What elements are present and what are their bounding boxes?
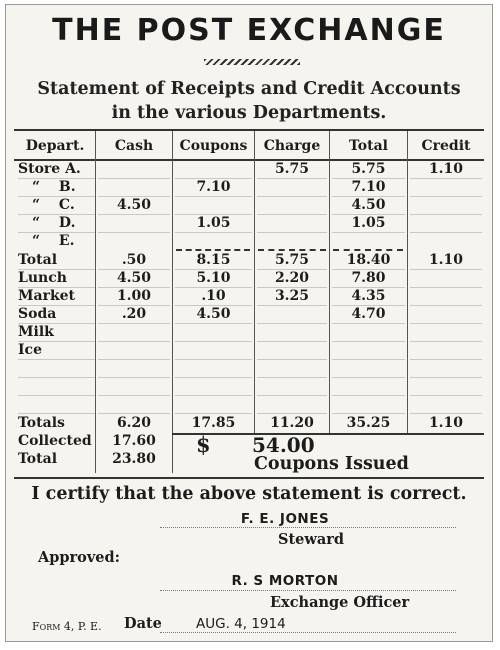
row-rule <box>175 395 252 396</box>
row-rule <box>257 377 327 378</box>
subtitle-line-1: Statement of Receipts and Credit Accounts <box>37 79 461 99</box>
row-rule <box>98 359 170 360</box>
table-bottom-rule <box>14 477 484 479</box>
officer-signature-line <box>160 590 456 591</box>
cell-coupons: 5.10 <box>196 270 231 286</box>
cell-cash: 4.50 <box>116 197 152 213</box>
row-rule <box>98 323 170 324</box>
cell-coupons: 1.05 <box>196 215 231 231</box>
row-rule <box>410 269 482 270</box>
cell-cash: .20 <box>121 306 147 322</box>
certify-statement: I certify that the above statement is correct. <box>31 484 467 504</box>
collected-cash: 17.60 <box>112 433 156 449</box>
currency-symbol: $ <box>196 432 211 457</box>
title-ornament <box>204 59 300 65</box>
row-rule <box>410 359 482 360</box>
steward-signature: F. E. JONES <box>240 511 330 527</box>
row-label: “ E. <box>32 233 75 249</box>
row-rule <box>410 377 482 378</box>
row-label: Ice <box>18 342 42 358</box>
row-label: “ B. <box>32 179 76 195</box>
table-top-rule <box>14 129 484 131</box>
row-rule <box>98 341 170 342</box>
row-rule <box>410 214 482 215</box>
row-rule <box>257 395 327 396</box>
coupons-issued-amount: 54.00 <box>252 433 315 457</box>
cell-charge: 2.20 <box>274 270 310 286</box>
cell-total: 4.50 <box>351 197 386 213</box>
cell-cash: .50 <box>121 252 147 268</box>
row-rule <box>18 377 95 378</box>
row-label: Soda <box>18 306 57 322</box>
row-rule <box>332 341 405 342</box>
cell-total: 7.80 <box>351 270 386 286</box>
officer-title: Exchange Officer <box>270 594 410 611</box>
row-rule <box>257 178 327 179</box>
coupons-issued-label: Coupons Issued <box>254 454 409 474</box>
steward-title: Steward <box>278 531 345 548</box>
row-rule <box>332 359 405 360</box>
row-rule <box>175 196 252 197</box>
date-value: AUG. 4, 1914 <box>196 616 286 632</box>
approved-label: Approved: <box>38 549 120 566</box>
row-label: “ C. <box>32 197 75 213</box>
row-rule <box>410 341 482 342</box>
row-rule <box>410 196 482 197</box>
totals-credit: 1.10 <box>428 415 464 431</box>
totals-rule <box>172 433 484 435</box>
cell-total: 7.10 <box>351 179 386 195</box>
totals-label: Totals <box>18 415 65 431</box>
totals-charge: 11.20 <box>270 415 314 431</box>
row-rule <box>257 214 327 215</box>
row-rule <box>332 232 405 233</box>
grand-total-label: Total <box>18 451 58 467</box>
header-cash: Cash <box>114 138 154 154</box>
form-number: Form 4, P. E. <box>32 620 102 633</box>
row-rule <box>257 305 327 306</box>
row-rule <box>410 232 482 233</box>
cell-charge: 5.75 <box>274 161 310 177</box>
cell-total: 1.05 <box>351 215 386 231</box>
row-rule <box>18 395 95 396</box>
row-rule <box>257 323 327 324</box>
cell-total: 4.35 <box>351 288 386 304</box>
row-rule <box>332 323 405 324</box>
totals-coupons: 17.85 <box>191 415 236 431</box>
date-label: Date <box>124 615 162 632</box>
row-rule <box>175 377 252 378</box>
row-rule <box>98 377 170 378</box>
collected-label: Collected <box>18 433 92 449</box>
row-rule <box>332 377 405 378</box>
totals-total: 35.25 <box>346 415 391 431</box>
row-rule <box>410 178 482 179</box>
row-label: Total <box>18 252 58 268</box>
header-total: Total <box>348 138 388 154</box>
cell-cash: 4.50 <box>116 270 152 286</box>
row-rule <box>175 323 252 324</box>
form-title: THE POST EXCHANGE <box>52 13 446 48</box>
cell-coupons: 8.15 <box>196 252 231 268</box>
cell-charge: 3.25 <box>274 288 310 304</box>
cell-total: 18.40 <box>346 252 391 268</box>
cell-credit: 1.10 <box>428 252 464 268</box>
grand-total-cash: 23.80 <box>112 451 156 467</box>
cell-total: 5.75 <box>351 161 386 177</box>
cell-credit: 1.10 <box>428 161 464 177</box>
row-rule <box>175 341 252 342</box>
row-rule <box>175 232 252 233</box>
row-rule <box>257 341 327 342</box>
date-line <box>160 632 456 633</box>
row-label: Store A. <box>18 161 81 177</box>
row-rule <box>410 287 482 288</box>
row-rule <box>257 232 327 233</box>
officer-signature: R. S MORTON <box>231 573 339 589</box>
row-label: Milk <box>18 324 54 340</box>
cell-coupons: 4.50 <box>196 306 231 322</box>
row-rule <box>410 305 482 306</box>
row-label: “ D. <box>32 215 76 231</box>
header-depart: Depart. <box>25 138 85 154</box>
row-rule <box>175 359 252 360</box>
row-label: Market <box>18 288 76 304</box>
cell-total: 4.70 <box>351 306 386 322</box>
cell-coupons: .10 <box>201 288 226 304</box>
header-credit: Credit <box>421 138 471 154</box>
cell-charge: 5.75 <box>274 252 310 268</box>
totals-cash: 6.20 <box>116 415 152 431</box>
row-rule <box>410 323 482 324</box>
subtitle-line-2: in the various Departments. <box>111 103 387 123</box>
row-rule <box>18 359 95 360</box>
steward-signature-line <box>160 527 456 528</box>
header-coupons: Coupons <box>179 138 248 154</box>
post-exchange-form <box>5 4 493 642</box>
row-rule <box>257 196 327 197</box>
cell-cash: 1.00 <box>116 288 152 304</box>
row-rule <box>410 395 482 396</box>
row-rule <box>98 395 170 396</box>
row-label: Lunch <box>18 270 67 286</box>
row-rule <box>257 359 327 360</box>
row-rule <box>332 395 405 396</box>
header-charge: Charge <box>263 138 321 154</box>
cell-coupons: 7.10 <box>196 179 231 195</box>
